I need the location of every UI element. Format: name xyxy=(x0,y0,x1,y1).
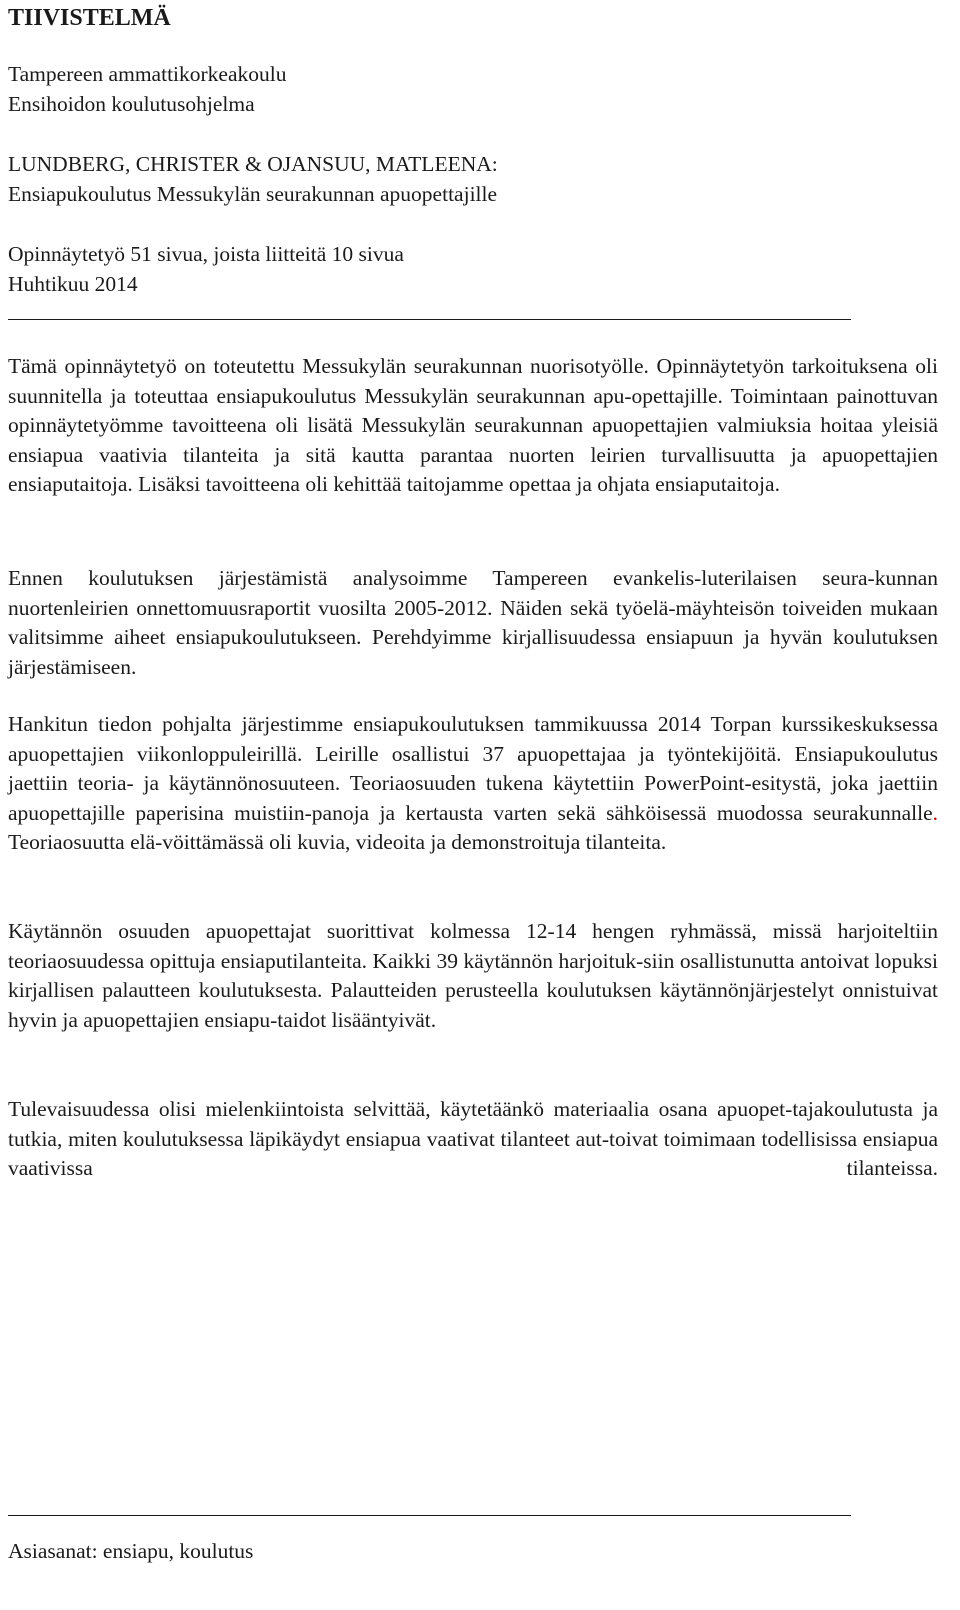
red-period: . xyxy=(932,800,938,825)
abstract-paragraph-5: Tulevaisuudessa olisi mielenkiintoista selvittää, käytetäänkö materiaalia osana apuopet-tajakoulutusta ja tutkia, miten koulutuksessa läpikäydyt ensiapua vaativat tilanteet aut-toivat toimimaan todellisissa ensiapua vaativissa tilanteissa. xyxy=(8,1097,938,1181)
keywords: Asiasanat: ensiapu, koulutus xyxy=(8,1539,254,1563)
thesis-title: Ensiapukoulutus Messukylän seurakunnan apuopettajille xyxy=(8,182,498,206)
thesis-page-count: Opinnäytetyö 51 sivua, joista liitteitä 10 sivua xyxy=(8,242,404,266)
abstract-paragraph-1: Tämä opinnäytetyö on toteutettu Messukylän seurakunnan nuorisotyölle. Opinnäytetyön tarkoituksena oli suunnitella ja toteuttaa ensiapukoulutus Messukylän seurakunnan apu-opettajille. Toimintaan painottuvan opinnäytetyömme tavoitteena oli lisätä Messukylän seurakunnan apuopettajien valmiuksia hoitaa yleisiä ensiapua vaativia tilanteita ja sitä kautta parantaa nuorten leirien turvallisuutta ja apuopettajien ensiaputaitoja. Lisäksi tavoitteena oli kehittää taitojamme opettaa ja ohjata ensiaputaitoja. xyxy=(8,354,938,497)
institution-name: Tampereen ammattikorkeakoulu xyxy=(8,62,287,86)
abstract-paragraph-3 xyxy=(8,710,938,858)
abstract-paragraph-2: Ennen koulutuksen järjestämistä analysoimme Tampereen evankelis-luterilaisen seura-kunnan nuortenleirien onnettomuusraportit vuosilta 2005-2012. Näiden sekä työelä-mäyhteisön toiveiden mukaan valitsimme aiheet ensiapukoulutukseen. Perehdyimme kirjallisuudessa ensiapuun ja hyvän koulutuksen järjestämiseen. xyxy=(8,566,938,679)
page-title: TIIVISTELMÄ xyxy=(8,5,171,31)
degree-programme: Ensihoidon koulutusohjelma xyxy=(8,92,255,116)
paragraph-3-text-b: Teoriaosuutta elä-vöittämässä oli kuvia, videoita ja demonstroituja tilanteita. xyxy=(8,830,667,855)
paragraph-3-text-a: Hankitun tiedon pohjalta järjestimme ensiapukoulutuksen tammikuussa 2014 Torpan kurssikeskuksessa apuopettajien viikonloppuleirillä. Leirille osallistui 37 apuopettajaa ja työntekijöitä. Ensiapukoulutus jaettiin teoria- ja käytännönosuuteen. Teoriaosuuden tukena käytettiin PowerPoint-esitystä, joka jaettiin apuopettajille paperisina muistiin-panoja ja kertausta varten sekä sähköisessä muodossa seurakunnalle xyxy=(8,712,938,825)
top-divider xyxy=(8,319,851,320)
thesis-authors: LUNDBERG, CHRISTER & OJANSUU, MATLEENA: xyxy=(8,152,498,176)
bottom-divider xyxy=(8,1515,851,1516)
thesis-date: Huhtikuu 2014 xyxy=(8,272,138,296)
abstract-paragraph-4: Käytännön osuuden apuopettajat suorittivat kolmessa 12-14 hengen ryhmässä, missä harjoiteltiin teoriaosuudessa opittuja ensiaputilanteita. Kaikki 39 käytännön harjoituk-siin osallistunutta antoivat lopuksi kirjallisen palautteen koulutuksesta. Palautteiden perusteella koulutuksen käytännönjärjestelyt onnistuivat hyvin ja apuopettajien ensiapu-taidot lisääntyivät. xyxy=(8,919,938,1032)
